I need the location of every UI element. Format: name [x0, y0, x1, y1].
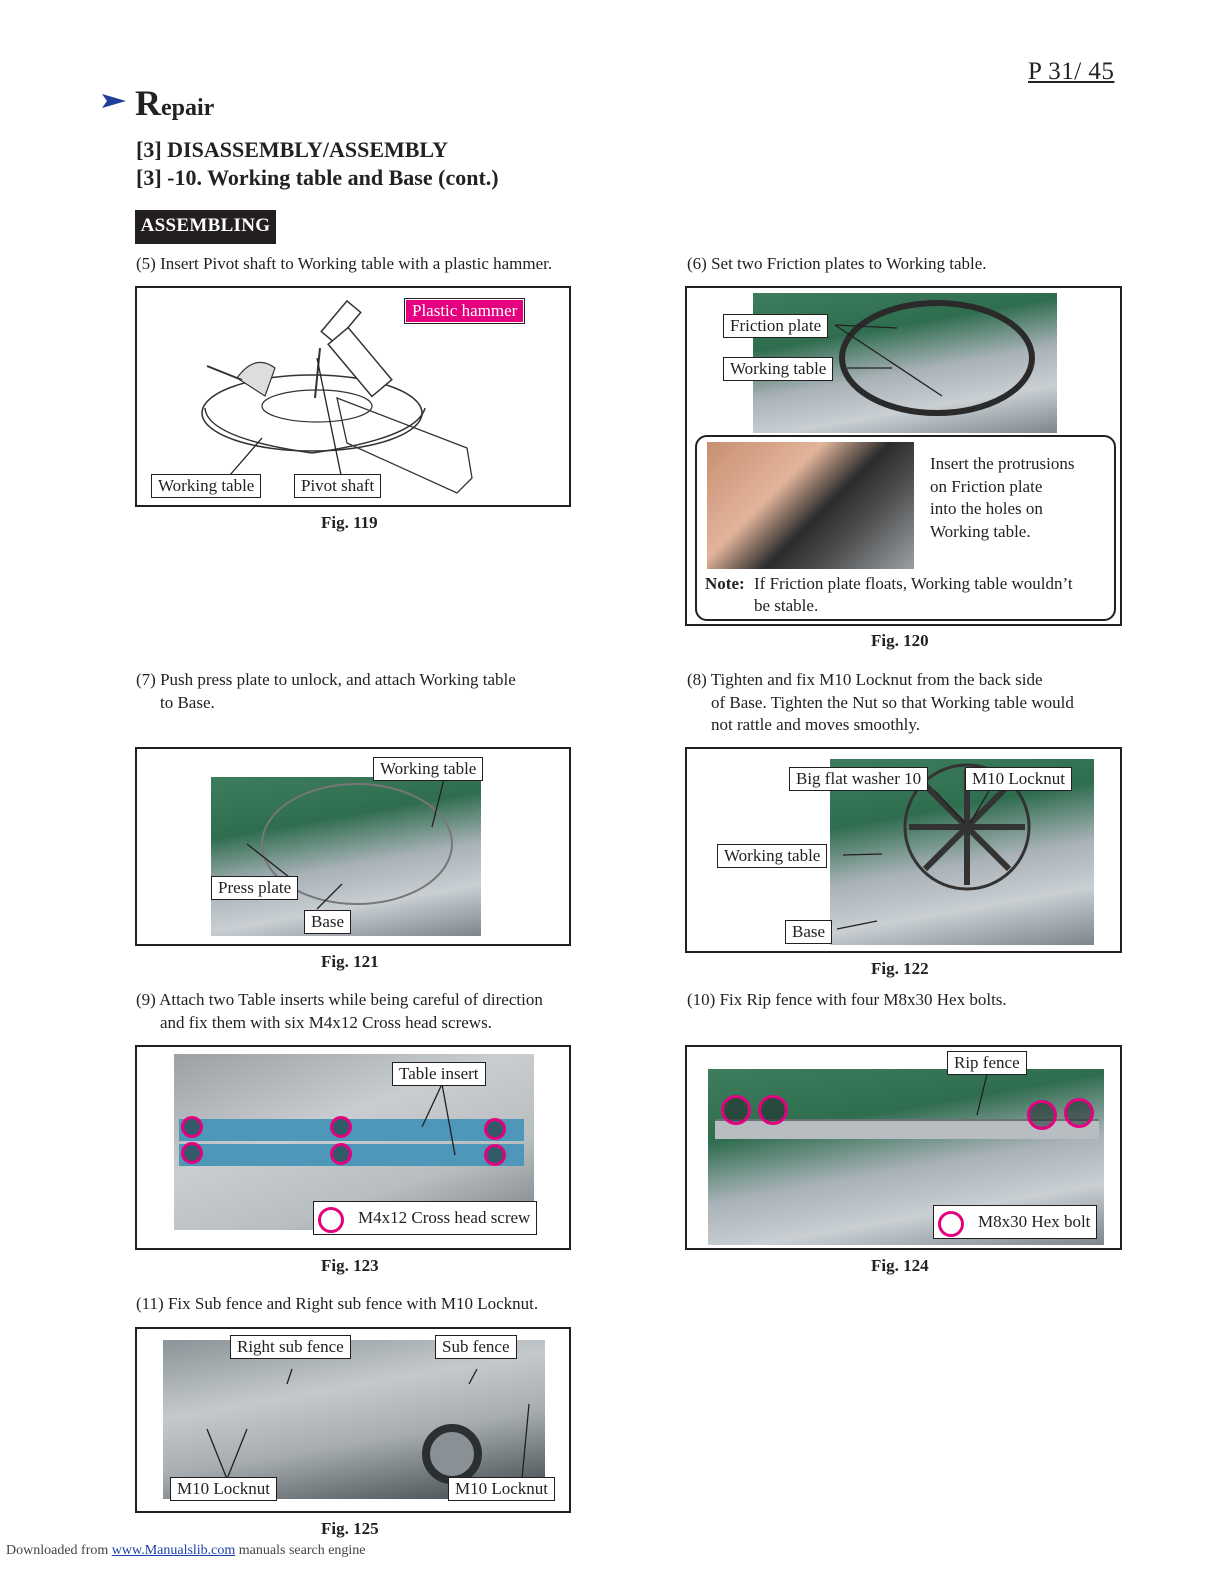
step-10-text: (10) Fix Rip fence with four M8x30 Hex bolts.: [687, 990, 1007, 1009]
label-working-table: Working table: [717, 844, 827, 868]
legend-ring-icon: [318, 1207, 344, 1233]
label-press-plate: Press plate: [211, 876, 298, 900]
figure-122: [685, 747, 1122, 953]
page-number: P 31/ 45: [1028, 58, 1115, 85]
heading-subsection: [3] -10. Working table and Base (cont.): [136, 165, 499, 190]
step-6-text: (6) Set two Friction plates to Working table.: [687, 254, 987, 273]
label-rip-fence: Rip fence: [947, 1051, 1027, 1075]
legend-m4x12-screw: M4x12 Cross head screw: [313, 1201, 537, 1235]
legend-m8x30-hex-bolt: M8x30 Hex bolt: [933, 1205, 1097, 1239]
figure-120: [685, 286, 1122, 626]
label-sub-fence: Sub fence: [435, 1335, 517, 1359]
label-right-sub-fence: Right sub fence: [230, 1335, 351, 1359]
label-base: Base: [785, 920, 832, 944]
figure-119: [135, 286, 571, 507]
label-m10-locknut-right: M10 Locknut: [448, 1477, 555, 1501]
label-plastic-hammer: Plastic hammer: [405, 299, 524, 323]
caption-fig-125: Fig. 125: [321, 1519, 379, 1538]
caption-fig-120: Fig. 120: [871, 631, 929, 650]
heading-disassembly: [3] DISASSEMBLY/ASSEMBLY: [136, 137, 448, 162]
label-m10-locknut-left: M10 Locknut: [170, 1477, 277, 1501]
insert-instruction: Insert the protrusions on Friction plate into the holes on Working table.: [930, 454, 1075, 541]
label-working-table: Working table: [151, 474, 261, 498]
caption-fig-124: Fig. 124: [871, 1256, 929, 1275]
note-text-line1: If Friction plate floats, Working table wouldn’t: [754, 574, 1073, 593]
label-big-flat-washer: Big flat washer 10: [789, 767, 928, 791]
label-pivot-shaft: Pivot shaft: [294, 474, 381, 498]
section-title: Repair: [135, 83, 215, 123]
caption-fig-123: Fig. 123: [321, 1256, 379, 1275]
legend-ring-icon: [938, 1211, 964, 1237]
figure-124: [685, 1045, 1122, 1250]
step-7-text: (7) Push press plate to unlock, and attach Working table to Base.: [136, 670, 516, 712]
step-11-text: (11) Fix Sub fence and Right sub fence with M10 Locknut.: [136, 1294, 539, 1313]
manualslib-link[interactable]: www.Manualslib.com: [111, 1543, 236, 1558]
label-m10-locknut: M10 Locknut: [965, 767, 1072, 791]
protrusion-detail-photo: [707, 442, 914, 569]
label-working-table: Working table: [373, 757, 483, 781]
assembling-badge: ASSEMBLING: [135, 210, 276, 244]
label-base: Base: [304, 910, 351, 934]
note-text-line2: be stable.: [754, 596, 819, 615]
step-5-text: (5) Insert Pivot shaft to Working table with a plastic hammer.: [136, 254, 553, 273]
caption-fig-122: Fig. 122: [871, 959, 929, 978]
figure-121: [135, 747, 571, 946]
caption-fig-119: Fig. 119: [321, 513, 378, 532]
figure-123: [135, 1045, 571, 1250]
note-label: Note:: [705, 574, 745, 593]
step-9-text: (9) Attach two Table inserts while being careful of direction and fix them with six M4x12 Cross head screws.: [136, 990, 543, 1032]
figure-125: [135, 1327, 571, 1513]
caption-fig-121: Fig. 121: [321, 952, 379, 971]
label-friction-plate: Friction plate: [723, 314, 828, 338]
footer: Downloaded from www.Manualslib.com manuals search engine: [6, 1543, 366, 1558]
step-8-text: (8) Tighten and fix M10 Locknut from the back side of Base. Tighten the Nut so that Working table would not rattle and moves smoothly.: [687, 670, 1074, 734]
arrow-icon: [102, 94, 126, 108]
label-working-table: Working table: [723, 357, 833, 381]
label-table-insert: Table insert: [392, 1062, 486, 1086]
